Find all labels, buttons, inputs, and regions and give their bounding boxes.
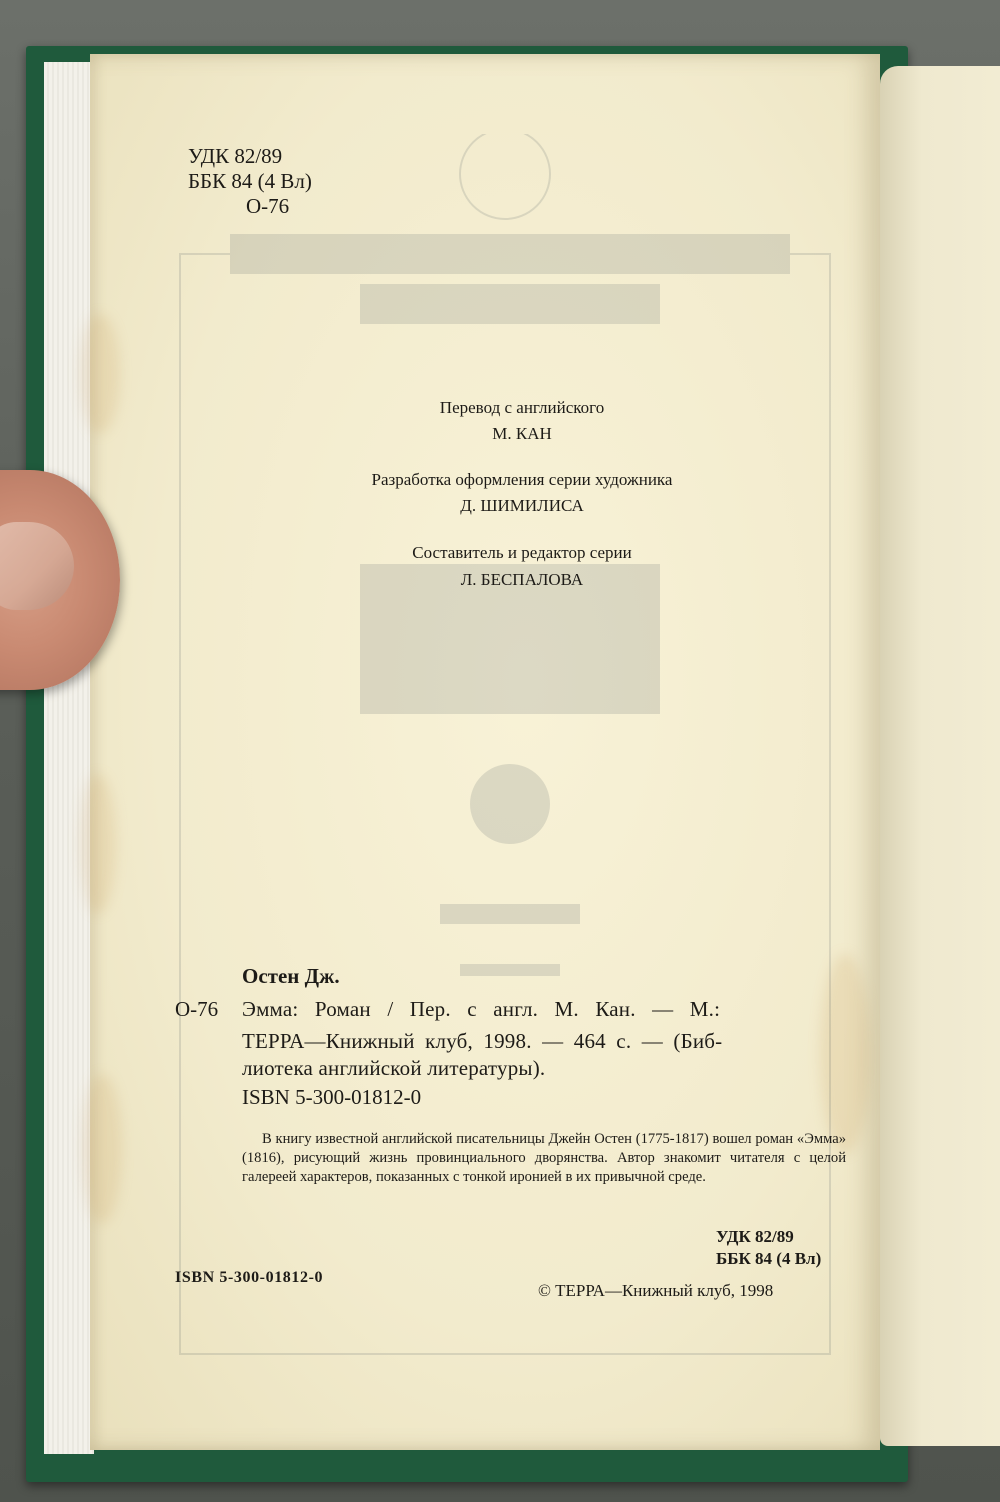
page-stain [82, 1074, 122, 1224]
copyright-notice: © ТЕРРА—Книжный клуб, 1998 [538, 1281, 774, 1300]
book-annotation: В книгу известной английской писательницы Джейн Остен (1775-1817) вошел роман «Эмма» (1816), рисующий жизнь провинциального дворянства. Автор знакомит читателя с целой галереей характеров, показанных с тонкой иронией в их привычной среде. [242, 1131, 846, 1185]
page-stain [80, 314, 120, 434]
show-through-illustration [160, 134, 850, 1374]
bbk-code-top: ББК 84 (4 Вл) [188, 169, 312, 193]
page-stain [80, 774, 116, 914]
book-page [90, 54, 880, 1450]
thumbnail [0, 522, 74, 610]
translation-label: Перевод с английского [439, 398, 605, 417]
editor-label: Составитель и редактор серии [412, 543, 632, 562]
author-mark-top: О-76 [246, 194, 290, 218]
bbk-code-bottom: ББК 84 (4 Вл) [716, 1249, 822, 1268]
catalog-author: Остен Дж. [242, 964, 340, 988]
designer-name: Д. ШИМИЛИСА [460, 496, 584, 515]
isbn-bottom: ISBN 5-300-01812-0 [175, 1269, 324, 1286]
udk-code-top: УДК 82/89 [188, 144, 283, 168]
translator-name: М. КАН [492, 424, 552, 443]
udk-code-bottom: УДК 82/89 [716, 1227, 794, 1246]
catalog-author-mark: О-76 [175, 997, 219, 1021]
facing-page [880, 66, 1000, 1446]
editor-name: Л. БЕСПАЛОВА [460, 570, 584, 589]
catalog-description-line-2: ТЕРРА—Книжный клуб, 1998. — 464 с. — (Биб- [242, 1029, 723, 1053]
page-edges [44, 62, 94, 1454]
catalog-description-line-1: Эмма: Роман / Пер. с англ. М. Кан. — М.: [242, 997, 721, 1021]
catalog-isbn: ISBN 5-300-01812-0 [242, 1085, 422, 1109]
catalog-description-line-3: лиотека английской литературы). [242, 1056, 546, 1080]
design-label: Разработка оформления серии художника [371, 470, 673, 489]
page-stain [820, 954, 870, 1154]
